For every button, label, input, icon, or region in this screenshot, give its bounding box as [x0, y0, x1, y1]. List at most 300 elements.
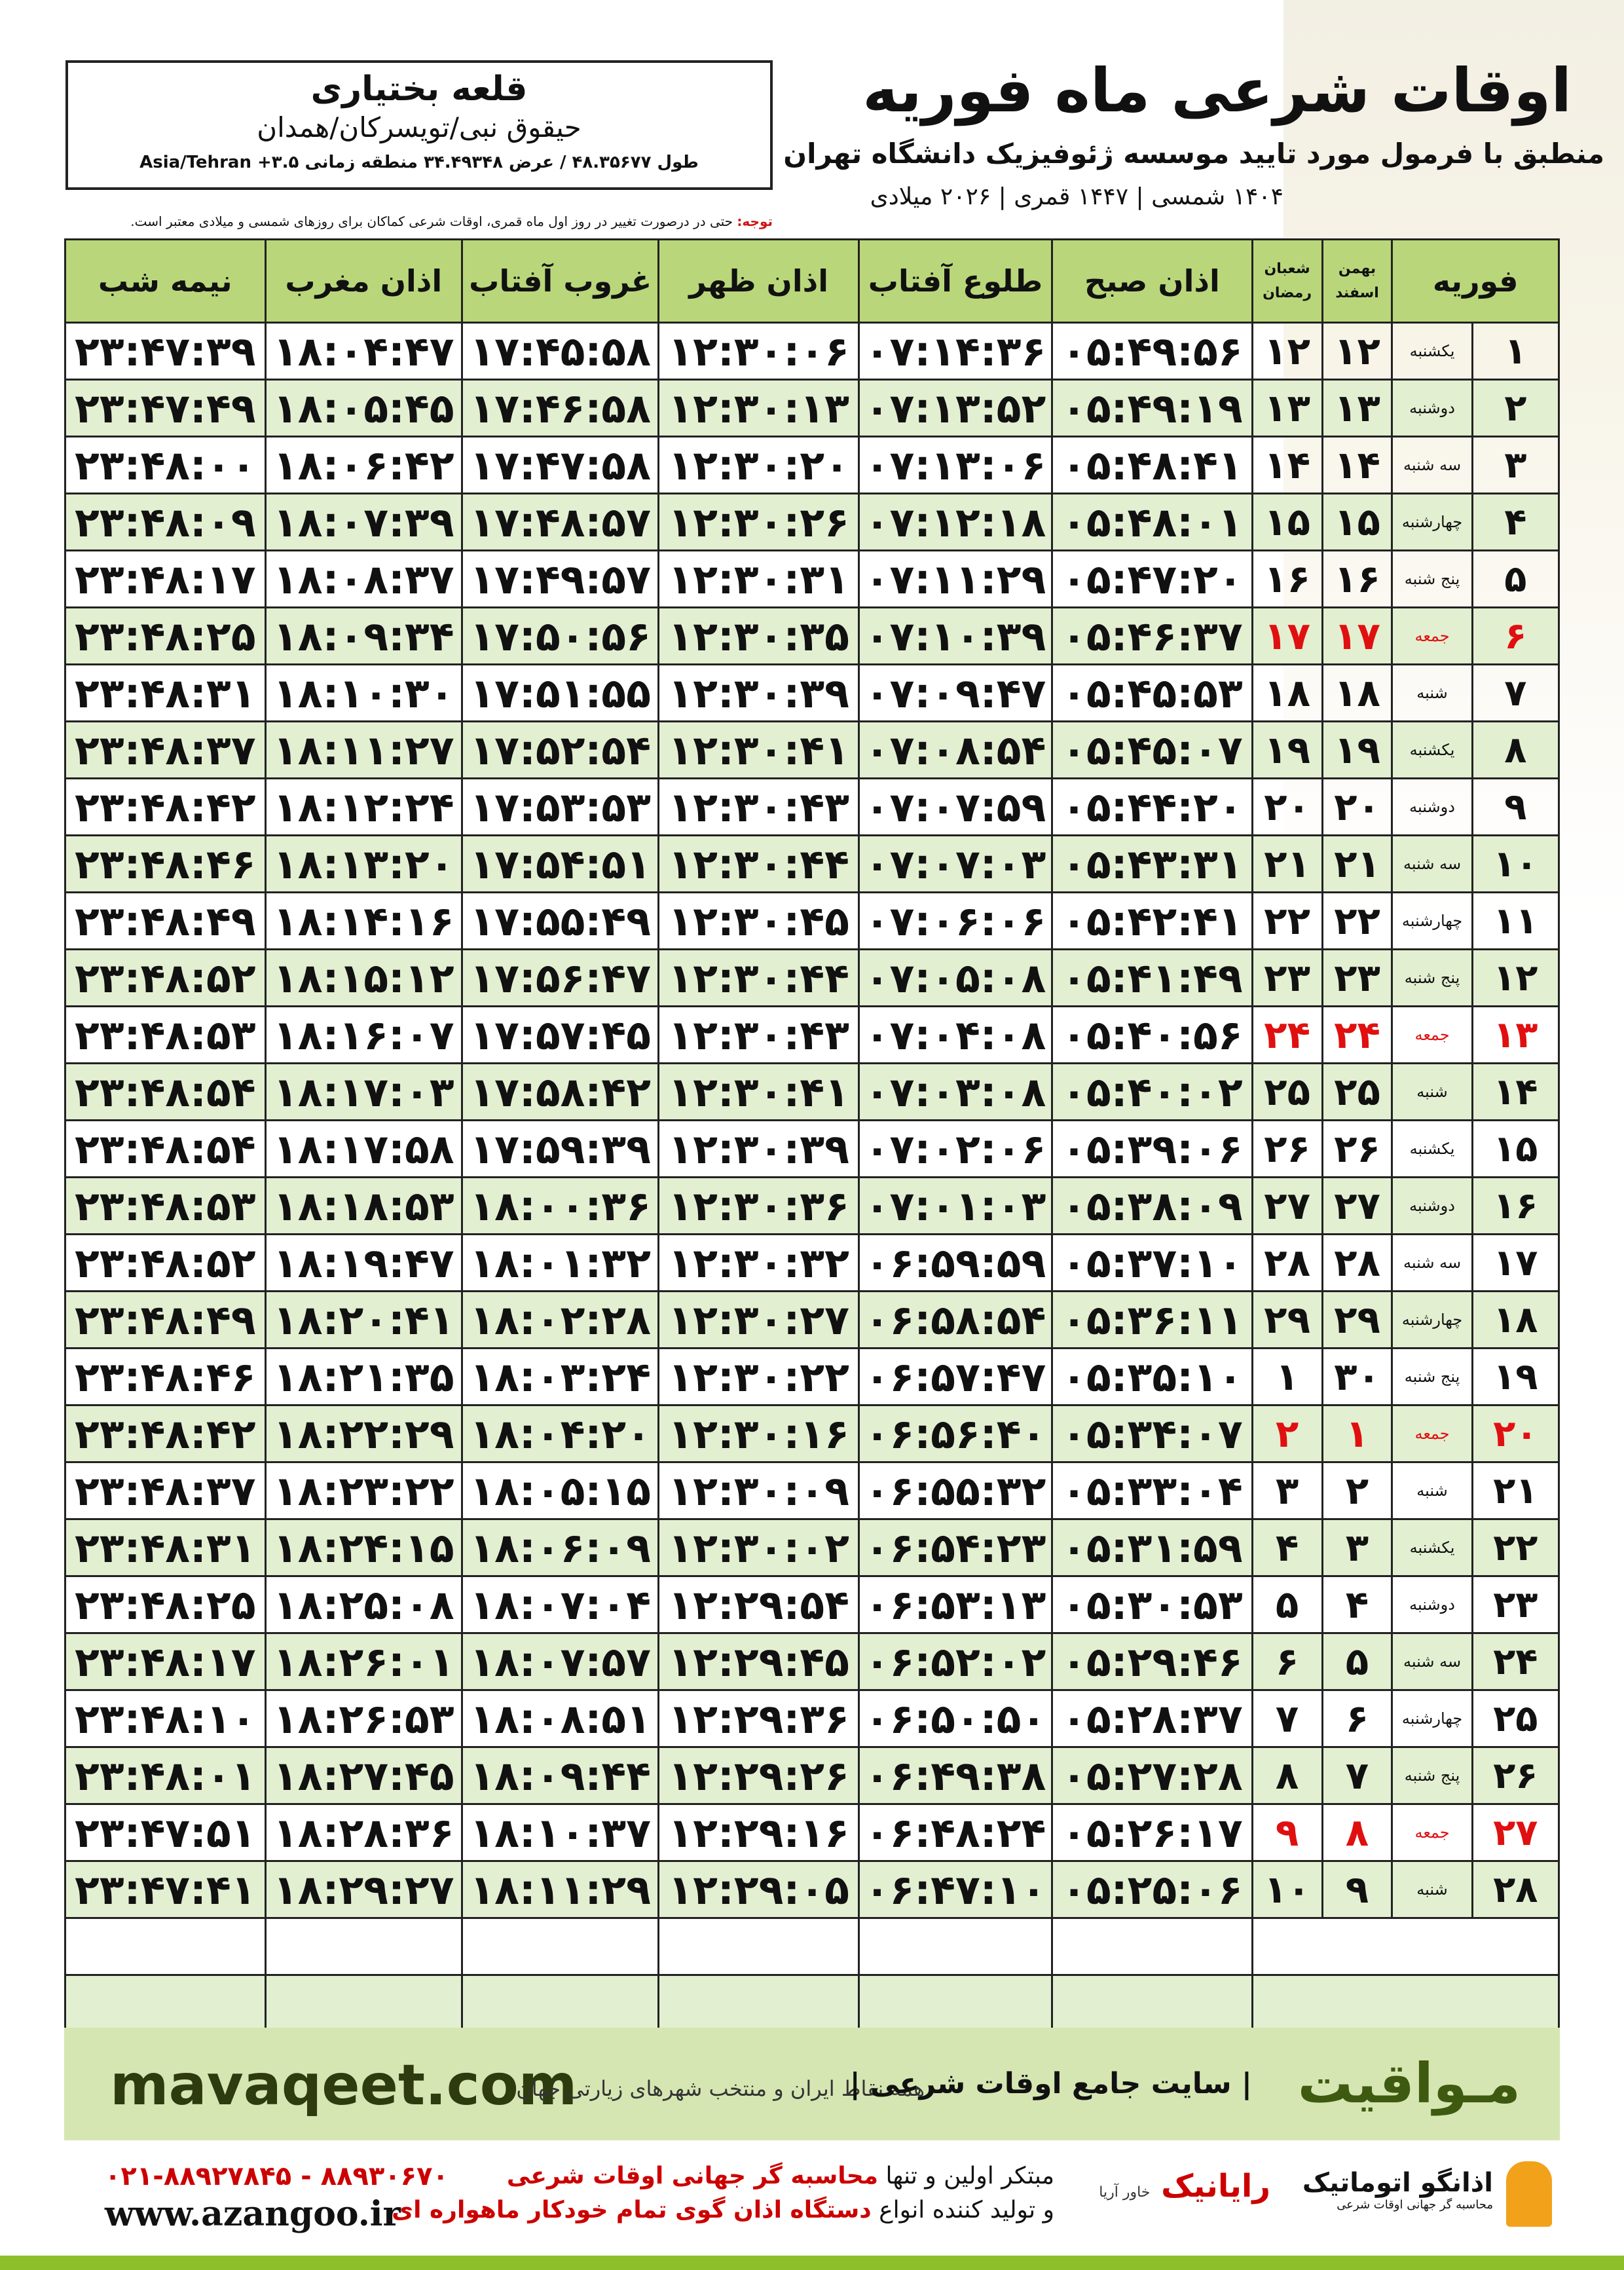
day-number: ۸	[1472, 722, 1559, 779]
shamsi-day: ۹	[1322, 1861, 1392, 1918]
fajr-time: ۰۵:۴۹:۵۶	[1052, 323, 1252, 380]
weekday: چهارشنبه	[1392, 494, 1472, 551]
day-number: ۱۶	[1472, 1178, 1559, 1235]
empty-row	[65, 1975, 1559, 2032]
weekday: سه شنبه	[1392, 836, 1472, 893]
fajr-time: ۰۵:۲۵:۰۶	[1052, 1861, 1252, 1918]
day-number: ۱	[1472, 323, 1559, 380]
table-row	[65, 893, 1559, 950]
qamari-day: ۲۴	[1252, 1007, 1322, 1064]
sunset-time: ۱۸:۰۳:۲۴	[462, 1349, 658, 1405]
qamari-day: ۵	[1252, 1576, 1322, 1633]
fajr-time: ۰۵:۴۵:۰۷	[1052, 722, 1252, 779]
maghrib-time: ۱۸:۲۶:۰۱	[265, 1633, 462, 1690]
maghrib-time: ۱۸:۱۹:۴۷	[265, 1235, 462, 1292]
fajr-time: ۰۵:۴۰:۵۶	[1052, 1007, 1252, 1064]
footer-line-2-text: و تولید کننده انواع	[879, 2197, 1054, 2223]
qamari-day: ۱۶	[1252, 551, 1322, 608]
maghrib-time: ۱۸:۲۷:۴۵	[265, 1747, 462, 1804]
weekday: یکشنبه	[1392, 1121, 1472, 1178]
fajr-time: ۰۵:۲۷:۲۸	[1052, 1747, 1252, 1804]
sunset-time: ۱۸:۱۰:۳۷	[462, 1804, 658, 1861]
location-box	[65, 60, 773, 190]
midnight-time: ۲۳:۴۸:۲۵	[65, 608, 266, 665]
sunset-time: ۱۷:۵۶:۴۷	[462, 950, 658, 1007]
fajr-time: ۰۵:۴۰:۰۲	[1052, 1064, 1252, 1121]
midnight-time: ۲۳:۴۸:۰۱	[65, 1747, 266, 1804]
banner-site-url[interactable]: mavaqeet.com	[110, 2053, 578, 2118]
table-row	[65, 1178, 1559, 1235]
fajr-time: ۰۵:۴۴:۲۰	[1052, 779, 1252, 836]
header-shamsi-top: بهمن	[1338, 260, 1376, 277]
day-number: ۱۳	[1472, 1007, 1559, 1064]
qamari-day: ۱۹	[1252, 722, 1322, 779]
qamari-day: ۲۹	[1252, 1292, 1322, 1349]
shamsi-day: ۳	[1322, 1519, 1392, 1576]
azangoo-logo-text: اذانگو اتوماتیک	[1302, 2168, 1493, 2198]
sunset-time: ۱۷:۵۰:۵۶	[462, 608, 658, 665]
weekday: دوشنبه	[1392, 380, 1472, 437]
sunrise-time: ۰۶:۴۷:۱۰	[858, 1861, 1052, 1918]
shamsi-day: ۲۳	[1322, 950, 1392, 1007]
fajr-time: ۰۵:۴۶:۳۷	[1052, 608, 1252, 665]
dhuhr-time: ۱۲:۳۰:۲۰	[659, 437, 858, 494]
maghrib-time: ۱۸:۱۲:۲۴	[265, 779, 462, 836]
day-number: ۱۷	[1472, 1235, 1559, 1292]
sunset-time: ۱۷:۴۵:۵۸	[462, 323, 658, 380]
sunset-time: ۱۸:۰۴:۲۰	[462, 1405, 658, 1462]
day-number: ۱۱	[1472, 893, 1559, 950]
fajr-time: ۰۵:۳۸:۰۹	[1052, 1178, 1252, 1235]
sunset-time: ۱۷:۵۹:۳۹	[462, 1121, 658, 1178]
dhuhr-time: ۱۲:۲۹:۴۵	[659, 1633, 858, 1690]
sunrise-time: ۰۶:۵۸:۵۴	[858, 1292, 1052, 1349]
weekday: سه شنبه	[1392, 1633, 1472, 1690]
midnight-time: ۲۳:۴۷:۴۹	[65, 380, 266, 437]
midnight-time: ۲۳:۴۷:۵۱	[65, 1804, 266, 1861]
weekday: دوشنبه	[1392, 779, 1472, 836]
weekday: جمعه	[1392, 1007, 1472, 1064]
header-fajr: اذان صبح	[1052, 240, 1252, 323]
weekday: جمعه	[1392, 608, 1472, 665]
empty-cell	[1252, 1975, 1559, 2032]
shamsi-day: ۱۶	[1322, 551, 1392, 608]
header-sunrise: طلوع آفتاب	[858, 240, 1052, 323]
table-row	[65, 380, 1559, 437]
table-row	[65, 1064, 1559, 1121]
rayanik-logo-sub: خاور آریا	[1099, 2184, 1151, 2201]
midnight-time: ۲۳:۴۸:۱۷	[65, 551, 266, 608]
location-coords: طول ۴۸.۳۵۶۷۷ / عرض ۳۴.۴۹۳۴۸ منطقه زمانی ۳.۵+ Asia/Tehran	[139, 153, 699, 172]
qamari-day: ۸	[1252, 1747, 1322, 1804]
empty-cell	[1252, 1918, 1559, 1975]
day-number: ۲۲	[1472, 1519, 1559, 1576]
footer-line-2	[392, 2197, 1054, 2223]
midnight-time: ۲۳:۴۷:۳۹	[65, 323, 266, 380]
qamari-day: ۱	[1252, 1349, 1322, 1405]
dhuhr-time: ۱۲:۳۰:۳۵	[659, 608, 858, 665]
day-number: ۳	[1472, 437, 1559, 494]
day-number: ۹	[1472, 779, 1559, 836]
dhuhr-time: ۱۲:۳۰:۳۱	[659, 551, 858, 608]
table-row	[65, 779, 1559, 836]
midnight-time: ۲۳:۴۸:۱۰	[65, 1690, 266, 1747]
fajr-time: ۰۵:۴۷:۲۰	[1052, 551, 1252, 608]
dhuhr-time: ۱۲:۲۹:۰۵	[659, 1861, 858, 1918]
empty-cell	[659, 1918, 858, 1975]
qamari-day: ۹	[1252, 1804, 1322, 1861]
midnight-time: ۲۳:۴۸:۴۲	[65, 779, 266, 836]
sunset-time: ۱۷:۵۳:۵۳	[462, 779, 658, 836]
sunrise-time: ۰۷:۱۰:۳۹	[858, 608, 1052, 665]
maghrib-time: ۱۸:۱۳:۲۰	[265, 836, 462, 893]
empty-cell	[858, 1918, 1052, 1975]
day-number: ۱۸	[1472, 1292, 1559, 1349]
shamsi-day: ۲۶	[1322, 1121, 1392, 1178]
qamari-day: ۲۱	[1252, 836, 1322, 893]
qamari-day: ۲۷	[1252, 1178, 1322, 1235]
dhuhr-time: ۱۲:۳۰:۲۶	[659, 494, 858, 551]
day-number: ۲۶	[1472, 1747, 1559, 1804]
sunrise-time: ۰۷:۰۱:۰۳	[858, 1178, 1052, 1235]
sunrise-time: ۰۶:۵۲:۰۲	[858, 1633, 1052, 1690]
fajr-time: ۰۵:۳۷:۱۰	[1052, 1235, 1252, 1292]
fajr-time: ۰۵:۴۹:۱۹	[1052, 380, 1252, 437]
rayanik-logo	[1099, 2168, 1270, 2205]
dhuhr-time: ۱۲:۳۰:۴۱	[659, 1064, 858, 1121]
midnight-time: ۲۳:۴۸:۳۱	[65, 665, 266, 722]
header-shamsi	[1322, 240, 1392, 323]
sunset-time: ۱۷:۵۲:۵۴	[462, 722, 658, 779]
dhuhr-time: ۱۲:۲۹:۳۶	[659, 1690, 858, 1747]
shamsi-day: ۲۸	[1322, 1235, 1392, 1292]
qamari-day: ۴	[1252, 1519, 1322, 1576]
weekday: شنبه	[1392, 665, 1472, 722]
day-number: ۲۰	[1472, 1405, 1559, 1462]
shamsi-day: ۳۰	[1322, 1349, 1392, 1405]
sunset-time: ۱۸:۰۶:۰۹	[462, 1519, 658, 1576]
dhuhr-time: ۱۲:۳۰:۴۳	[659, 1007, 858, 1064]
qamari-day: ۷	[1252, 1690, 1322, 1747]
sunset-time: ۱۷:۴۸:۵۷	[462, 494, 658, 551]
maghrib-time: ۱۸:۰۸:۳۷	[265, 551, 462, 608]
midnight-time: ۲۳:۴۸:۳۷	[65, 1462, 266, 1519]
sunset-time: ۱۸:۰۱:۳۲	[462, 1235, 658, 1292]
midnight-time: ۲۳:۴۸:۵۳	[65, 1007, 266, 1064]
weekday: شنبه	[1392, 1861, 1472, 1918]
sunrise-time: ۰۷:۰۲:۰۶	[858, 1121, 1052, 1178]
sunrise-time: ۰۷:۰۶:۰۶	[858, 893, 1052, 950]
qamari-day: ۱۲	[1252, 323, 1322, 380]
dhuhr-time: ۱۲:۳۰:۳۹	[659, 1121, 858, 1178]
weekday: شنبه	[1392, 1064, 1472, 1121]
table-row	[65, 1804, 1559, 1861]
midnight-time: ۲۳:۴۸:۰۰	[65, 437, 266, 494]
shamsi-day: ۱	[1322, 1405, 1392, 1462]
weekday: سه شنبه	[1392, 1235, 1472, 1292]
dhuhr-time: ۱۲:۳۰:۳۶	[659, 1178, 858, 1235]
sunset-time: ۱۸:۰۰:۳۶	[462, 1178, 658, 1235]
weekday: چهارشنبه	[1392, 1292, 1472, 1349]
page-subtitle: منطبق با فرمول مورد تایید موسسه ژئوفیزیک دانشگاه تهران	[783, 138, 1604, 170]
weekday: یکشنبه	[1392, 1519, 1472, 1576]
empty-cell	[1052, 1975, 1252, 2032]
day-number: ۴	[1472, 494, 1559, 551]
day-number: ۷	[1472, 665, 1559, 722]
bottom-bar	[0, 2256, 1624, 2270]
qamari-day: ۱۸	[1252, 665, 1322, 722]
sunset-time: ۱۷:۴۹:۵۷	[462, 551, 658, 608]
shamsi-day: ۱۴	[1322, 437, 1392, 494]
maghrib-time: ۱۸:۰۵:۴۵	[265, 380, 462, 437]
sunrise-time: ۰۷:۰۵:۰۸	[858, 950, 1052, 1007]
qamari-day: ۲	[1252, 1405, 1322, 1462]
sunrise-time: ۰۷:۰۳:۰۸	[858, 1064, 1052, 1121]
midnight-time: ۲۳:۴۸:۱۷	[65, 1633, 266, 1690]
sunrise-time: ۰۶:۴۹:۳۸	[858, 1747, 1052, 1804]
table-row	[65, 437, 1559, 494]
dhuhr-time: ۱۲:۳۰:۴۱	[659, 722, 858, 779]
shamsi-day: ۱۸	[1322, 665, 1392, 722]
table-row	[65, 1007, 1559, 1064]
sunrise-time: ۰۶:۴۸:۲۴	[858, 1804, 1052, 1861]
sunrise-time: ۰۷:۰۷:۵۹	[858, 779, 1052, 836]
fajr-time: ۰۵:۴۸:۴۱	[1052, 437, 1252, 494]
maghrib-time: ۱۸:۱۵:۱۲	[265, 950, 462, 1007]
day-number: ۲۷	[1472, 1804, 1559, 1861]
sunset-time: ۱۸:۱۱:۲۹	[462, 1861, 658, 1918]
header-dhuhr: اذان ظهر	[659, 240, 858, 323]
sunrise-time: ۰۷:۱۲:۱۸	[858, 494, 1052, 551]
shamsi-day: ۲۴	[1322, 1007, 1392, 1064]
footer-line-1-text: مبتکر اولین و تنها	[885, 2163, 1054, 2189]
weekday: دوشنبه	[1392, 1178, 1472, 1235]
midnight-time: ۲۳:۴۷:۴۱	[65, 1861, 266, 1918]
dhuhr-time: ۱۲:۳۰:۳۲	[659, 1235, 858, 1292]
table-row	[65, 1405, 1559, 1462]
maghrib-time: ۱۸:۱۴:۱۶	[265, 893, 462, 950]
location-area: حیقوق نبی/تویسرکان/همدان	[257, 111, 581, 143]
dhuhr-time: ۱۲:۳۰:۰۹	[659, 1462, 858, 1519]
qamari-day: ۲۳	[1252, 950, 1322, 1007]
sunset-time: ۱۸:۰۹:۴۴	[462, 1747, 658, 1804]
azangoo-logo-sub: محاسبه گر جهانی اوقات شرعی	[1337, 2198, 1493, 2212]
weekday: یکشنبه	[1392, 722, 1472, 779]
midnight-time: ۲۳:۴۸:۵۴	[65, 1121, 266, 1178]
azangoo-logo	[1302, 2168, 1493, 2212]
shamsi-day: ۱۵	[1322, 494, 1392, 551]
note-label: توجه:	[737, 214, 773, 229]
table-row	[65, 494, 1559, 551]
midnight-time: ۲۳:۴۸:۵۴	[65, 1064, 266, 1121]
maghrib-time: ۱۸:۰۹:۳۴	[265, 608, 462, 665]
header-qamari	[1252, 240, 1322, 323]
header-maghrib: اذان مغرب	[265, 240, 462, 323]
midnight-time: ۲۳:۴۸:۳۷	[65, 722, 266, 779]
maghrib-time: ۱۸:۱۷:۵۸	[265, 1121, 462, 1178]
midnight-time: ۲۳:۴۸:۳۱	[65, 1519, 266, 1576]
sunset-time: ۱۸:۰۷:۵۷	[462, 1633, 658, 1690]
maghrib-time: ۱۸:۲۴:۱۵	[265, 1519, 462, 1576]
note-text: حتی در درصورت تغییر در روز اول ماه قمری، اوقات شرعی کماکان برای روزهای شمسی و میلادی معتبر است.	[130, 214, 733, 229]
shamsi-day: ۱۳	[1322, 380, 1392, 437]
shamsi-day: ۶	[1322, 1690, 1392, 1747]
sunset-time: ۱۸:۰۷:۰۴	[462, 1576, 658, 1633]
dhuhr-time: ۱۲:۲۹:۲۶	[659, 1747, 858, 1804]
shamsi-day: ۲۰	[1322, 779, 1392, 836]
weekday: سه شنبه	[1392, 437, 1472, 494]
dhuhr-time: ۱۲:۳۰:۴۴	[659, 836, 858, 893]
sunrise-time: ۰۶:۵۰:۵۰	[858, 1690, 1052, 1747]
table-row	[65, 950, 1559, 1007]
qamari-day: ۱۴	[1252, 437, 1322, 494]
sunrise-time: ۰۶:۵۶:۴۰	[858, 1405, 1052, 1462]
fajr-time: ۰۵:۳۶:۱۱	[1052, 1292, 1252, 1349]
fajr-time: ۰۵:۲۹:۴۶	[1052, 1633, 1252, 1690]
table-row	[65, 1121, 1559, 1178]
maghrib-time: ۱۸:۲۳:۲۲	[265, 1462, 462, 1519]
mavaqeet-banner	[64, 2028, 1560, 2140]
dhuhr-time: ۱۲:۳۰:۰۲	[659, 1519, 858, 1576]
maghrib-time: ۱۸:۲۲:۲۹	[265, 1405, 462, 1462]
azangoo-logo-icon	[1506, 2161, 1552, 2227]
sunset-time: ۱۷:۵۸:۴۲	[462, 1064, 658, 1121]
shamsi-day: ۲۹	[1322, 1292, 1392, 1349]
sunrise-time: ۰۷:۱۳:۵۲	[858, 380, 1052, 437]
midnight-time: ۲۳:۴۸:۵۲	[65, 1235, 266, 1292]
table-row	[65, 665, 1559, 722]
weekday: پنج شنبه	[1392, 551, 1472, 608]
table-row	[65, 722, 1559, 779]
maghrib-time: ۱۸:۰۴:۴۷	[265, 323, 462, 380]
sunrise-time: ۰۷:۰۹:۴۷	[858, 665, 1052, 722]
sunset-time: ۱۷:۵۴:۵۱	[462, 836, 658, 893]
sunset-time: ۱۸:۰۵:۱۵	[462, 1462, 658, 1519]
table-row	[65, 1690, 1559, 1747]
shamsi-day: ۲۵	[1322, 1064, 1392, 1121]
day-number: ۱۵	[1472, 1121, 1559, 1178]
shamsi-day: ۸	[1322, 1804, 1392, 1861]
banner-description: همه نقاط ایران و منتخب شهرهای زیارتی جهان	[516, 2076, 925, 2101]
shamsi-day: ۷	[1322, 1747, 1392, 1804]
shamsi-day: ۱۷	[1322, 608, 1392, 665]
empty-cell	[265, 1918, 462, 1975]
empty-cell	[65, 1975, 266, 2032]
dhuhr-time: ۱۲:۳۰:۳۹	[659, 665, 858, 722]
dhuhr-time: ۱۲:۳۰:۱۳	[659, 380, 858, 437]
empty-cell	[462, 1918, 658, 1975]
empty-cell	[858, 1975, 1052, 2032]
weekday: پنج شنبه	[1392, 1349, 1472, 1405]
dhuhr-time: ۱۲:۲۹:۵۴	[659, 1576, 858, 1633]
shamsi-day: ۲۷	[1322, 1178, 1392, 1235]
location-name: قلعه بختیاری	[310, 69, 528, 109]
footer-line-1-highlight: محاسبه گر جهانی اوقات شرعی	[506, 2163, 878, 2189]
day-number: ۱۰	[1472, 836, 1559, 893]
header-midnight: نیمه شب	[65, 240, 266, 323]
sunrise-time: ۰۶:۵۷:۴۷	[858, 1349, 1052, 1405]
page-title: اوقات شرعی ماه فوریه	[862, 56, 1572, 126]
day-number: ۲	[1472, 380, 1559, 437]
header-sunset: غروب آفتاب	[462, 240, 658, 323]
midnight-time: ۲۳:۴۸:۴۹	[65, 893, 266, 950]
sunrise-time: ۰۶:۵۵:۳۲	[858, 1462, 1052, 1519]
footer-line-1	[507, 2163, 1054, 2189]
qamari-day: ۱۰	[1252, 1861, 1322, 1918]
maghrib-time: ۱۸:۲۵:۰۸	[265, 1576, 462, 1633]
table-row	[65, 608, 1559, 665]
empty-cell	[462, 1975, 658, 2032]
day-number: ۲۸	[1472, 1861, 1559, 1918]
midnight-time: ۲۳:۴۸:۵۲	[65, 950, 266, 1007]
shamsi-day: ۴	[1322, 1576, 1392, 1633]
sunrise-time: ۰۶:۵۳:۱۳	[858, 1576, 1052, 1633]
shamsi-day: ۱۲	[1322, 323, 1392, 380]
sunset-time: ۱۷:۵۱:۵۵	[462, 665, 658, 722]
qamari-day: ۲۵	[1252, 1064, 1322, 1121]
weekday: چهارشنبه	[1392, 893, 1472, 950]
empty-cell	[65, 1918, 266, 1975]
sunset-time: ۱۷:۵۵:۴۹	[462, 893, 658, 950]
footer-website[interactable]: www.azangoo.ir	[105, 2194, 401, 2234]
day-number: ۱۹	[1472, 1349, 1559, 1405]
sunset-time: ۱۷:۴۷:۵۸	[462, 437, 658, 494]
dhuhr-time: ۱۲:۳۰:۴۴	[659, 950, 858, 1007]
midnight-time: ۲۳:۴۸:۴۹	[65, 1292, 266, 1349]
day-number: ۱۴	[1472, 1064, 1559, 1121]
weekday: چهارشنبه	[1392, 1690, 1472, 1747]
fajr-time: ۰۵:۳۴:۰۷	[1052, 1405, 1252, 1462]
weekday: شنبه	[1392, 1462, 1472, 1519]
maghrib-time: ۱۸:۰۷:۳۹	[265, 494, 462, 551]
fajr-time: ۰۵:۴۳:۳۱	[1052, 836, 1252, 893]
fajr-time: ۰۵:۳۹:۰۶	[1052, 1121, 1252, 1178]
qamari-day: ۲۶	[1252, 1121, 1322, 1178]
fajr-time: ۰۵:۴۵:۵۳	[1052, 665, 1252, 722]
maghrib-time: ۱۸:۲۱:۳۵	[265, 1349, 462, 1405]
weekday: یکشنبه	[1392, 323, 1472, 380]
qamari-day: ۲۲	[1252, 893, 1322, 950]
fajr-time: ۰۵:۴۲:۴۱	[1052, 893, 1252, 950]
fajr-time: ۰۵:۴۱:۴۹	[1052, 950, 1252, 1007]
table-row	[65, 1349, 1559, 1405]
table-header-row	[65, 240, 1559, 323]
maghrib-time: ۱۸:۲۸:۳۶	[265, 1804, 462, 1861]
fajr-time: ۰۵:۳۵:۱۰	[1052, 1349, 1252, 1405]
qamari-day: ۱۳	[1252, 380, 1322, 437]
shamsi-day: ۲۱	[1322, 836, 1392, 893]
day-number: ۵	[1472, 551, 1559, 608]
table-row	[65, 1292, 1559, 1349]
dhuhr-time: ۱۲:۳۰:۱۶	[659, 1405, 858, 1462]
table-body	[65, 323, 1559, 2089]
header-qamari-bottom: رمضان	[1263, 285, 1312, 301]
sunset-time: ۱۷:۵۷:۴۵	[462, 1007, 658, 1064]
sunrise-time: ۰۷:۱۴:۳۶	[858, 323, 1052, 380]
table-row	[65, 1747, 1559, 1804]
maghrib-time: ۱۸:۱۸:۵۳	[265, 1178, 462, 1235]
qamari-day: ۳	[1252, 1462, 1322, 1519]
fajr-time: ۰۵:۳۱:۵۹	[1052, 1519, 1252, 1576]
maghrib-time: ۱۸:۱۶:۰۷	[265, 1007, 462, 1064]
dhuhr-time: ۱۲:۳۰:۴۳	[659, 779, 858, 836]
midnight-time: ۲۳:۴۸:۴۶	[65, 1349, 266, 1405]
calendar-years: ۱۴۰۴ شمسی | ۱۴۴۷ قمری | ۲۰۲۶ میلادی	[870, 183, 1283, 210]
prayer-times-table	[64, 238, 1560, 2090]
fajr-time: ۰۵:۲۶:۱۷	[1052, 1804, 1252, 1861]
maghrib-time: ۱۸:۲۶:۵۳	[265, 1690, 462, 1747]
shamsi-day: ۲۲	[1322, 893, 1392, 950]
